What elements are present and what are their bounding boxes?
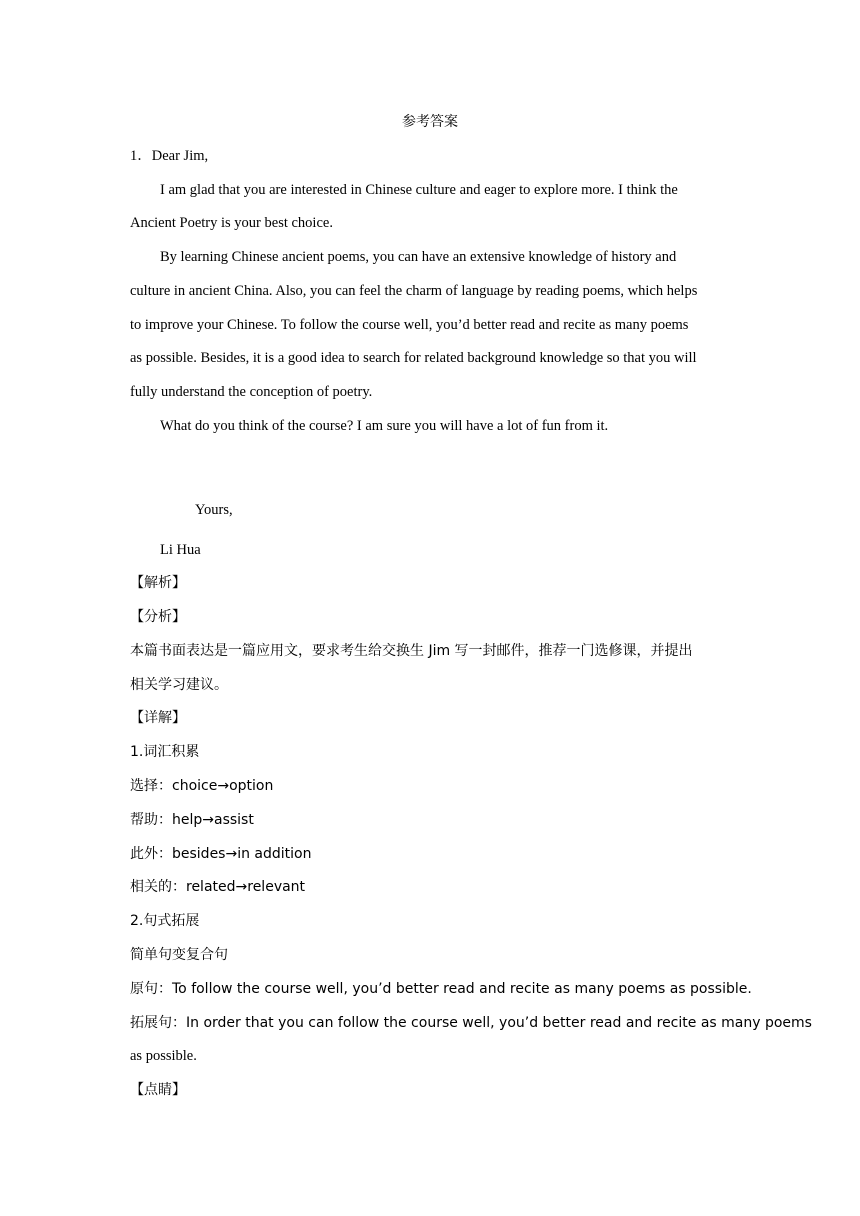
- fenxi-text-line-2: 相关学习建议。: [130, 677, 228, 693]
- vocab-item: 相关的：related→relevant: [130, 879, 306, 895]
- letter-closing: Yours,: [195, 502, 233, 518]
- letter-paragraph-2-line-1: By learning Chinese ancient poems, you can have an extensive knowledge of history and: [160, 249, 677, 265]
- xiangjie-heading: 【详解】: [130, 710, 186, 726]
- letter-paragraph-3-line-1: What do you think of the course? I am sure you will have a lot of fun from it.: [160, 418, 609, 434]
- expanded-sentence-line-1: 拓展句：In order that you can follow the course well, you’d better read and recite as many poems: [130, 1015, 812, 1031]
- sentence-subheading: 简单句变复合句: [130, 947, 228, 963]
- letter-paragraph-2-line-3: to improve your Chinese. To follow the course well, you’d better read and recite as many poems: [130, 317, 689, 333]
- letter-paragraph-2-line-4: as possible. Besides, it is a good idea to search for related background knowledge so that you will: [130, 350, 697, 366]
- letter-greeting: 1．Dear Jim,: [130, 148, 209, 164]
- fenxi-heading: 【分析】: [130, 609, 186, 625]
- expanded-sentence-line-2: as possible.: [130, 1048, 197, 1064]
- letter-paragraph-2-line-5: fully understand the conception of poetry.: [130, 384, 373, 400]
- original-sentence: 原句：To follow the course well, you’d better read and recite as many poems as possible.: [130, 981, 752, 997]
- letter-signature: Li Hua: [160, 542, 201, 558]
- letter-paragraph-1-line-2: Ancient Poetry is your best choice.: [130, 215, 333, 231]
- page-title: 参考答案: [402, 114, 458, 130]
- jiexi-heading: 【解析】: [130, 575, 186, 591]
- dianjing-heading: 【点睛】: [130, 1082, 186, 1098]
- vocab-item: 帮助：help→assist: [130, 812, 254, 828]
- vocab-item: 此外：besides→in addition: [130, 846, 312, 862]
- letter-paragraph-1-line-1: I am glad that you are interested in Chinese culture and eager to explore more. I think the: [160, 182, 678, 198]
- fenxi-text-line-1: 本篇书面表达是一篇应用文，要求考生给交换生 Jim 写一封邮件，推荐一门选修课，并提出: [130, 643, 693, 659]
- vocab-item: 选择：choice→option: [130, 778, 274, 794]
- sentence-heading: 2.句式拓展: [130, 913, 200, 929]
- letter-paragraph-2-line-2: culture in ancient China. Also, you can feel the charm of language by reading poems, which helps: [130, 283, 698, 299]
- vocab-heading: 1.词汇积累: [130, 744, 200, 760]
